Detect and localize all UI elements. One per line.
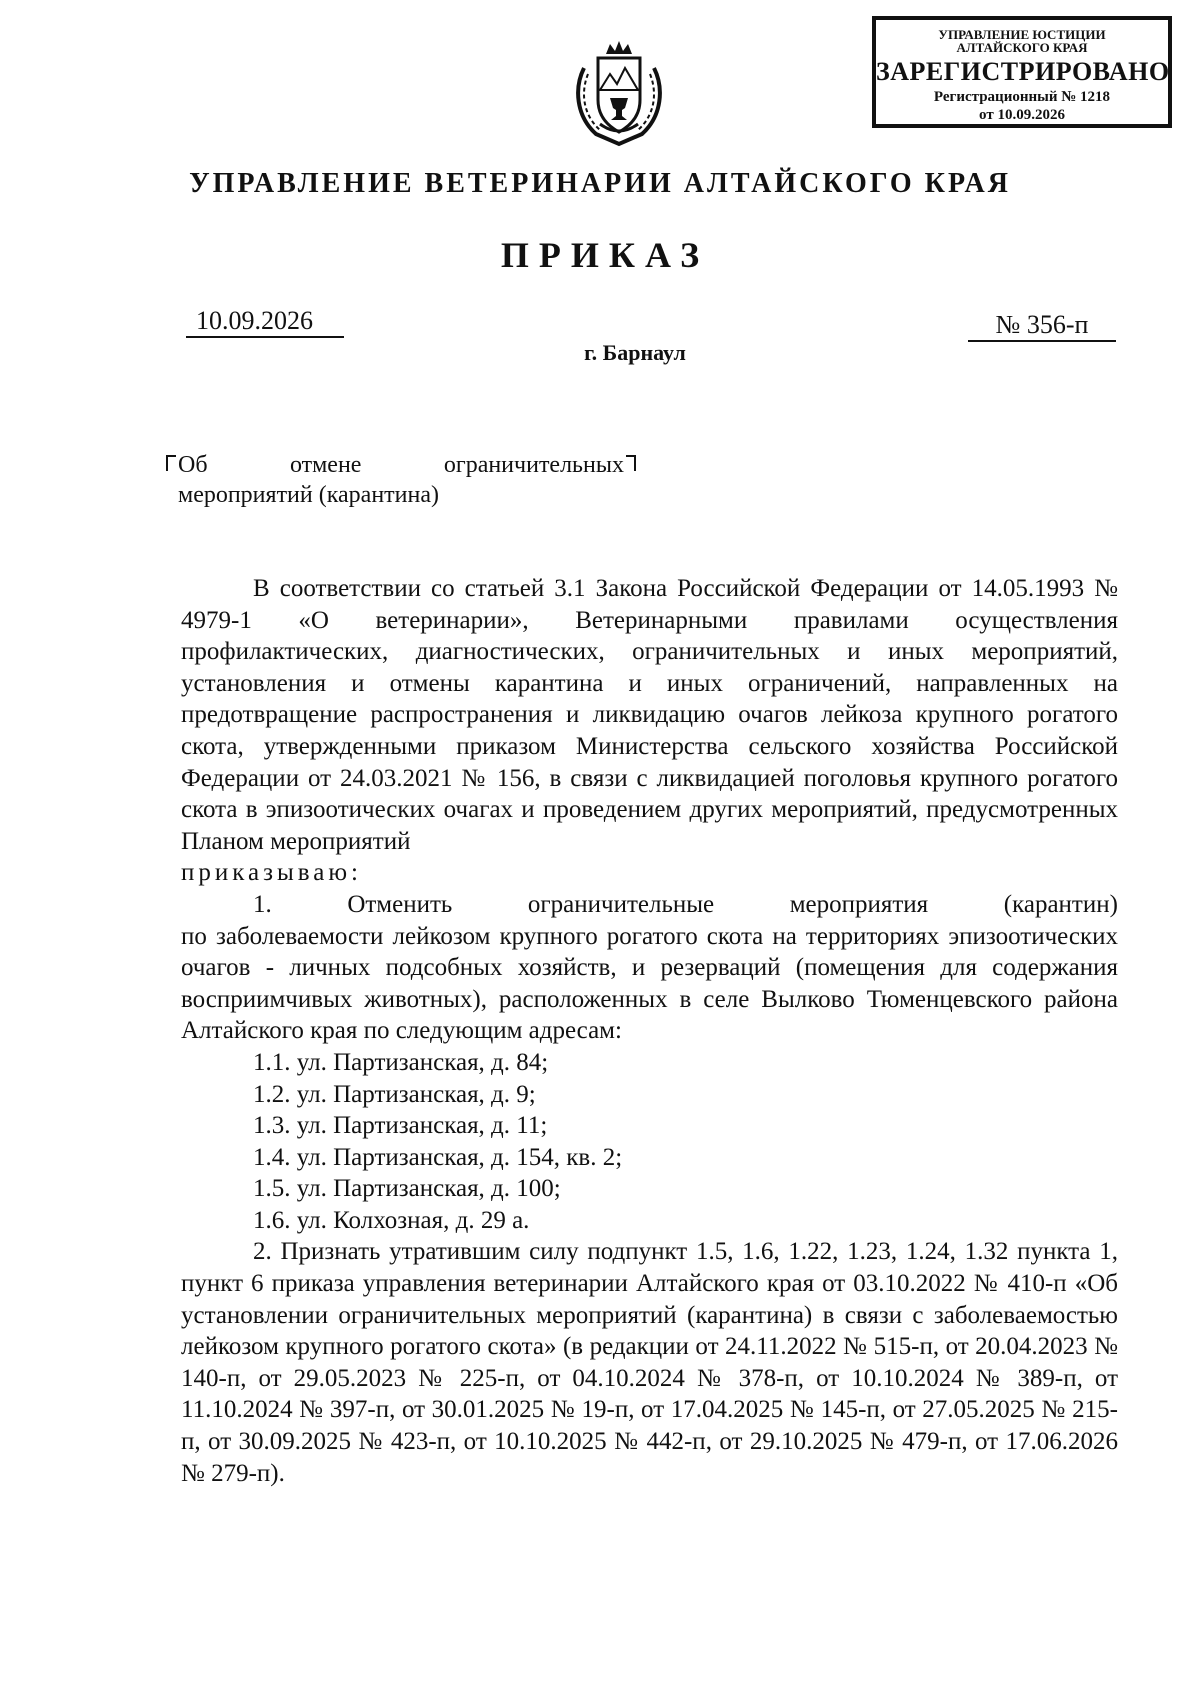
address-item: 1.3. ул. Партизанская, д. 11; [253, 1112, 548, 1140]
item-1-paragraph: по заболеваемости лейкозом крупного рогатого скота на территориях эпизоотических очагов - личных подсобных хозяйств, и резерваций (помещения для содержания восприимчивых животных), расположенных в селе Вылково Тюменцевского района Алтайского края по следующим адресам: [181, 922, 1118, 1045]
address-item: 1.6. ул. Колхозная, д. 29 а. [253, 1206, 530, 1234]
stamp-title: ЗАРЕГИСТРИРОВАНО [876, 57, 1170, 86]
address-item: 1.5. ул. Партизанская, д. 100; [253, 1175, 561, 1203]
subject-word: отмене [289, 452, 362, 478]
subject-word: ограничительных [443, 452, 624, 478]
item-1-word: Отменить [347, 890, 453, 918]
document-subject [166, 450, 636, 510]
preamble-paragraph: В соответствии со статьей 3.1 Закона Российской Федерации от 14.05.1993 № 4979-1 «О ветеринарии», Ветеринарными правилами осуществления профилактических, диагностических, ограничительных и иных мероприятий, установления и отмены карантина и иных ограничений, направленных на предотвращение распространения и ликвидацию очагов лейкоза крупного рогатого скота, утвержденными приказом Министерства сельского хозяйства Российской Федерации от 24.03.2021 № 156, в связи с ликвидацией поголовья крупного рогатого скота в эпизоотических очагах и проведением других мероприятий, предусмотренных Планом мероприятий [181, 575, 1118, 855]
document-type: ПРИКАЗ [500, 235, 710, 275]
order-word: приказываю: [181, 859, 362, 887]
item-1-word: мероприятия [789, 890, 929, 918]
address-item: 1.2. ул. Партизанская, д. 9; [253, 1080, 536, 1108]
document-number: № 356-п [968, 310, 1116, 342]
organization-title: УПРАВЛЕНИЕ ВЕТЕРИНАРИИ АЛТАЙСКОГО КРАЯ [189, 168, 1011, 199]
subject-bracket-left [166, 455, 176, 471]
registration-stamp [872, 16, 1172, 128]
subject-word: Об [178, 452, 208, 478]
document-body [181, 573, 1118, 1489]
item-1-word: 1. [253, 890, 272, 918]
subject-bracket-right [626, 455, 636, 471]
item-2-paragraph: 2. Признать утратившим силу подпункт 1.5, 1.6, 1.22, 1.23, 1.24, 1.32 пункта 1, пункт 6 приказа управления ветеринарии Алтайского края от 03.10.2022 № 410-п «Об установлении ограничительных мероприятий (карантина) в связи с заболеваемостью лейкозом крупного рогатого скота» (в редакции от 24.11.2022 № 515-п, от 20.04.2023 № 140-п, от 29.05.2023 № 225-п, от 04.10.2024 № 378-п, от 10.10.2024 № 389-п, от 11.10.2024 № 397-п, от 30.01.2025 № 19-п, от 17.04.2025 № 145-п, от 27.05.2025 № 215-п, от 30.09.2025 № 423-п, от 10.10.2025 № 442-п, от 29.10.2025 № 479-п, от 17.06.2026 № 279-п). [181, 1238, 1118, 1487]
address-item: 1.4. ул. Партизанская, д. 154, кв. 2; [253, 1143, 623, 1171]
stamp-org-line-1: УПРАВЛЕНИЕ ЮСТИЦИИ [938, 27, 1106, 42]
item-1-first-line [181, 889, 1118, 921]
item-1-word: (карантин) [1003, 890, 1118, 918]
document-date: 10.09.2026 [186, 306, 344, 338]
altai-coat-of-arms-icon [570, 38, 668, 148]
stamp-reg-date: от 10.09.2026 [979, 107, 1065, 123]
subject-line-2: мероприятий (карантина) [178, 482, 439, 508]
address-item: 1.1. ул. Партизанская, д. 84; [253, 1048, 549, 1076]
stamp-org-line-2: АЛТАЙСКОГО КРАЯ [956, 40, 1088, 55]
subject-line-1 [166, 450, 636, 480]
document-city: г. Барнаул [584, 340, 686, 365]
item-1-word: ограничительные [527, 890, 715, 918]
stamp-reg-number: Регистрационный № 1218 [933, 89, 1111, 105]
